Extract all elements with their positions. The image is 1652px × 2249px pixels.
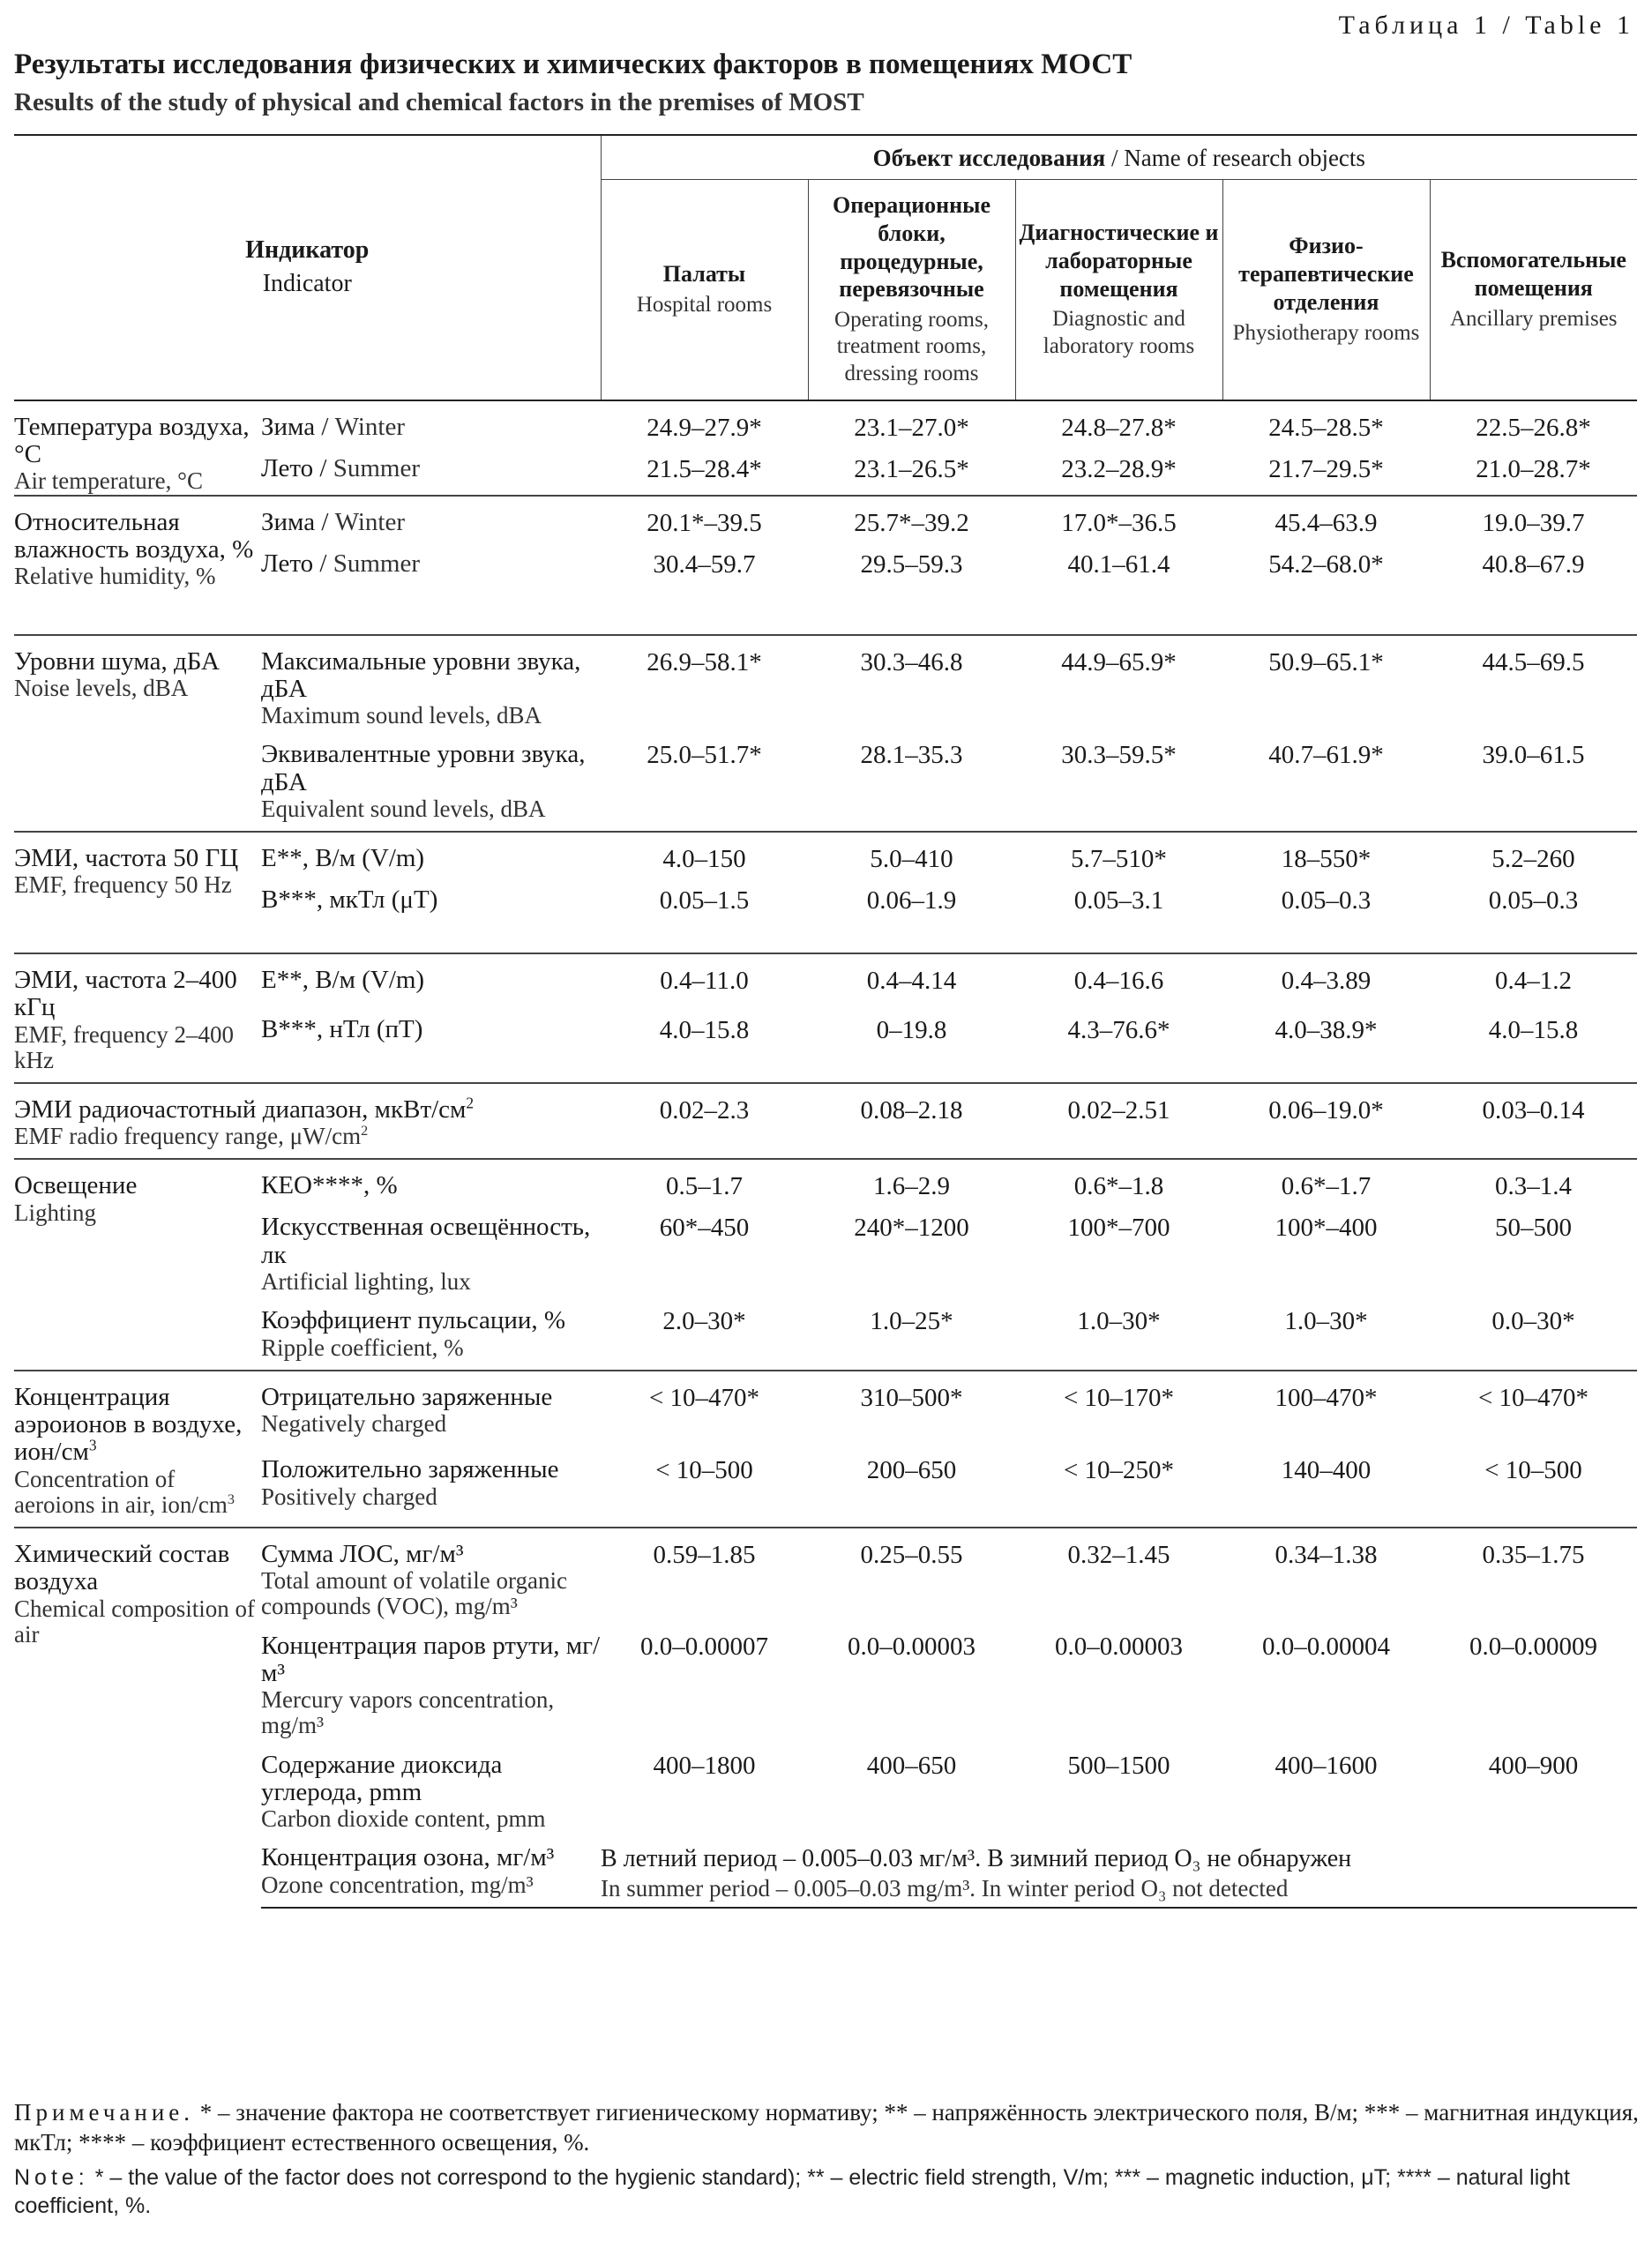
table-cell: 44.9–65.9* — [1015, 635, 1222, 729]
table-cell: 0.6*–1.7 — [1222, 1159, 1430, 1201]
table-cell: 4.0–15.8 — [1488, 1016, 1579, 1044]
sub-label: Концентрация озона, мг/м³ — [261, 1843, 555, 1872]
table-cell: 17.0*–36.5 — [1015, 496, 1222, 538]
sub-label: Эквивалентные уровни звука, дБА — [261, 740, 586, 796]
table-cell: 0.05–0.3 — [1281, 886, 1372, 915]
sub-label: Отрицательно заряженные — [261, 1382, 553, 1411]
table-cell: 29.5–59.3 — [860, 549, 963, 579]
table-cell: 500–1500 — [1067, 1751, 1170, 1780]
table-cell: 2.0–30* — [662, 1307, 746, 1336]
group-chemical: Химический состав воздуха Chemical composition of air — [14, 1528, 261, 1908]
table-cell: 39.0–61.5 — [1482, 741, 1585, 770]
table-cell: 0.05–0.3 — [1488, 886, 1579, 915]
sub-label: Сумма ЛОС, мг/м³ — [261, 1539, 464, 1568]
table-cell: < 10–470* — [601, 1371, 808, 1445]
table-row: Лето / Summer 21.5–28.4* 23.1–26.5* 23.2–28.9* 21.7–29.5* 21.0–28.7* — [14, 443, 1637, 496]
table-cell: 44.5–69.5 — [1430, 635, 1637, 729]
table-cell: 4.0–150 — [601, 832, 808, 874]
table-cell: < 10–500 — [655, 1456, 753, 1485]
table-cell: 4.0–38.9* — [1275, 1016, 1378, 1044]
column-header-diagnostic: Диагностические и лабораторные помещения Diagnostic and laboratory rooms — [1015, 180, 1222, 400]
sub-label: Искусственная освещённость, лк — [261, 1213, 591, 1269]
table-cell: 45.4–63.9 — [1222, 496, 1430, 538]
indicator-header — [14, 135, 601, 400]
table-cell: 4.0–15.8 — [659, 1016, 750, 1044]
table-row: Коэффициент пульсации, % Ripple coefficient, % 2.0–30* 1.0–25* 1.0–30* 1.0–30* 0.0–30* — [14, 1295, 1637, 1370]
object-header — [601, 135, 1637, 180]
sub-label: В***, нТл (пТ) — [261, 1015, 423, 1043]
table-row: Эквивалентные уровни звука, дБА Equivalent sound levels, dBA 25.0–51.7* 28.1–35.3 30.3–59.5* 40.7–61.9* 39.0–61.5 — [14, 728, 1637, 832]
table-notes — [14, 2097, 1641, 2227]
table-cell: 20.1*–39.5 — [601, 496, 808, 538]
table-cell: 1.0–30* — [1284, 1307, 1368, 1336]
indicator-header-ru: Индикатор — [245, 236, 370, 265]
group-emf-50hz: ЭМИ, частота 50 ГЦ EMF, frequency 50 Hz — [14, 832, 261, 953]
column-header-physiotherapy: Физио-терапевтические отделения Physiotherapy rooms — [1222, 180, 1430, 400]
sub-label: Максимальные уровни звука, дБА — [261, 646, 581, 703]
table-cell: 40.7–61.9* — [1268, 741, 1384, 770]
table-row — [14, 1083, 1637, 1159]
table-row: Лето / Summer 30.4–59.7 29.5–59.3 40.1–61.4 54.2–68.0* 40.8–67.9 — [14, 538, 1637, 635]
table-cell: 54.2–68.0* — [1268, 549, 1384, 579]
table-cell: 0.0–0.00004 — [1262, 1632, 1390, 1661]
table-cell: 0.32–1.45 — [1015, 1528, 1222, 1620]
table-cell: 0.06–1.9 — [866, 886, 957, 915]
sub-label: Е**, В/м (V/m) — [261, 832, 601, 874]
table-cell: 60*–450 — [659, 1214, 750, 1243]
table-cell: 5.2–260 — [1430, 832, 1637, 874]
table-row: Уровни шума, дБА Noise levels, dBA Максимальные уровни звука, дБА Maximum sound levels, dBA 26.9–58.1* 30.3–46.8 44.9–65.9* 50.9–65.1* 44.5–69.5 — [14, 635, 1637, 729]
table-cell: 0.3–1.4 — [1430, 1159, 1637, 1201]
table-cell: 0.0–30* — [1491, 1307, 1575, 1336]
table-cell: 0.25–0.55 — [808, 1528, 1015, 1620]
table-row: Концентрация паров ртути, мг/м³ Mercury vapors concentration, mg/m³ 0.0–0.00007 0.0–0.00003 0.0–0.00003 0.0–0.00004 0.0–0.00009 — [14, 1620, 1637, 1739]
table-cell: 30.3–46.8 — [808, 635, 1015, 729]
table-cell: 400–1600 — [1275, 1751, 1378, 1780]
table-cell: 40.8–67.9 — [1482, 549, 1585, 579]
table-cell: 1.0–25* — [870, 1307, 953, 1336]
group-lighting: Освещение Lighting — [14, 1159, 261, 1370]
table-row — [14, 832, 1637, 874]
table-cell: 200–650 — [866, 1456, 957, 1485]
table-cell: 40.1–61.4 — [1067, 549, 1170, 579]
table-cell: 0.06–19.0* — [1222, 1083, 1430, 1159]
table-cell: 100*–400 — [1275, 1214, 1378, 1243]
table-cell: 23.1–27.0* — [808, 400, 1015, 443]
column-header-operating: Операционные блоки, процедурные, перевязочные Operating rooms, treatment rooms, dressing rooms — [808, 180, 1015, 400]
table-cell: 1.0–30* — [1077, 1307, 1161, 1336]
sub-label: Е**, В/м (V/m) — [261, 953, 601, 1004]
group-noise: Уровни шума, дБА Noise levels, dBA — [14, 635, 261, 833]
table-row: Относительная влажность воздуха, % Relative humidity, % Зима / Winter 20.1*–39.5 25.7*–39.2 17.0*–36.5 45.4–63.9 19.0–39.7 — [14, 496, 1637, 538]
table-cell: 5.0–410 — [808, 832, 1015, 874]
sub-label: Положительно заряженные — [261, 1455, 559, 1484]
table-cell: 25.7*–39.2 — [808, 496, 1015, 538]
table-cell: 0.4–11.0 — [601, 953, 808, 1004]
table-cell: 0.4–3.89 — [1222, 953, 1430, 1004]
table-cell: 0.35–1.75 — [1430, 1528, 1637, 1620]
table-cell: 0.0–0.00007 — [640, 1632, 768, 1661]
table-cell: 0.59–1.85 — [601, 1528, 808, 1620]
table-cell: 0.03–0.14 — [1430, 1083, 1637, 1159]
table-cell: 1.6–2.9 — [808, 1159, 1015, 1201]
table-cell: 400–900 — [1488, 1751, 1579, 1780]
sub-label: В***, мкТл (μТ) — [261, 885, 438, 915]
sub-label: Содержание диоксида углерода, pmm — [261, 1750, 503, 1806]
group-aeroions: Концентрация аэроионов в воздухе, ион/$см^3$ Concentration of aeroions in air, ion/$cm^3$ — [14, 1371, 261, 1528]
table-cell: 0.0–0.00003 — [848, 1632, 976, 1661]
table-cell: 0.4–16.6 — [1015, 953, 1222, 1004]
table-cell: 0.0–0.00003 — [1055, 1632, 1183, 1661]
table-cell: 28.1–35.3 — [860, 741, 963, 770]
table-cell: 100–470* — [1222, 1371, 1430, 1445]
table-cell: 21.0–28.7* — [1476, 454, 1591, 483]
table-row — [14, 953, 1637, 1004]
table-cell: 21.7–29.5* — [1268, 454, 1384, 483]
table-cell: 21.5–28.4* — [647, 454, 762, 483]
table-cell: 18–550* — [1222, 832, 1430, 874]
table-cell: 23.2–28.9* — [1061, 454, 1177, 483]
table-row: Концентрация аэроионов в воздухе, ион/$см^3$ Concentration of aeroions in air, ion/$cm^3$ Отрицательно заряженные Negatively charged < 10–470* 310–500* < 10–170* 100–470* < 10–470* — [14, 1371, 1637, 1445]
table-row: Химический состав воздуха Chemical composition of air Сумма ЛОС, мг/м³ Total amount of volatile organic compounds (VOC), mg/m³ 0.59–1.85 0.25–0.55 0.32–1.45 0.34–1.38 0.35–1.75 — [14, 1528, 1637, 1620]
group-emf-rf: ЭМИ радиочастотный диапазон, мкВт/$см^2$ EMF radio frequency range, $\mu W/cm^2$ — [14, 1083, 601, 1159]
table-cell: 24.9–27.9* — [601, 400, 808, 443]
table-cell: 240*–1200 — [854, 1214, 969, 1243]
table-cell: < 10–500 — [1484, 1456, 1582, 1485]
sub-label: Концентрация паров ртути, мг/м³ — [261, 1631, 601, 1687]
table-cell: 310–500* — [808, 1371, 1015, 1445]
table-title-en: Results of the study of physical and chemical factors in the premises of MOST — [14, 88, 864, 116]
table-row: Концентрация озона, мг/м³ Ozone concentration, mg/m³ В летний период – 0.005–0.03 мг/м³. В зимний период O₃ не обнаружен In summer period – 0.005–0.03 mg/m³. In winter period O₃ not detected — [14, 1832, 1637, 1907]
sub-label: Зима — [261, 412, 316, 441]
table-number: Таблица 1 / Table 1 — [1338, 11, 1634, 40]
table-cell: 0.05–3.1 — [1073, 886, 1164, 915]
table-row: Положительно заряженные Positively charged < 10–500 200–650 < 10–250* 140–400 < 10–500 — [14, 1444, 1637, 1528]
table-cell: 0.08–2.18 — [808, 1083, 1015, 1159]
column-header-ancillary: Вспомогательные помещения Ancillary premises — [1430, 180, 1637, 400]
table-row: Температура воздуха, °С Air temperature, °C Зима / Winter 24.9–27.9* 23.1–27.0* 24.8–27.8* 24.5–28.5* 22.5–26.8* — [14, 400, 1637, 443]
table-cell: 30.3–59.5* — [1061, 741, 1177, 770]
table-cell: 100*–700 — [1067, 1214, 1170, 1243]
table-cell: < 10–470* — [1430, 1371, 1637, 1445]
table-cell: 400–650 — [866, 1751, 957, 1780]
column-header-hospital: Палаты Hospital rooms — [601, 180, 808, 400]
table-cell: < 10–250* — [1063, 1456, 1175, 1485]
table-cell: 140–400 — [1281, 1456, 1372, 1485]
table-cell: 0.0–0.00009 — [1469, 1632, 1598, 1661]
table-cell: 30.4–59.7 — [653, 549, 756, 579]
table-cell: 0.05–1.5 — [659, 886, 750, 915]
table-row: Содержание диоксида углерода, pmm Carbon dioxide content, pmm 400–1800 400–650 500–1500 400–1600 400–900 — [14, 1739, 1637, 1833]
table-cell: 22.5–26.8* — [1430, 400, 1637, 443]
table-cell: 19.0–39.7 — [1430, 496, 1637, 538]
group-emf-2-400khz: ЭМИ, частота 2–400 кГц EMF, frequency 2–400 kHz — [14, 953, 261, 1083]
indicator-header-en: Indicator — [262, 270, 352, 298]
table-cell: 0.4–4.14 — [808, 953, 1015, 1004]
results-table — [14, 134, 1637, 1909]
table-title-ru: Результаты исследования физических и химических факторов в помещениях МОСТ — [14, 49, 1132, 80]
object-header-sep: / — [1105, 145, 1125, 171]
object-header-en: Name of research objects — [1124, 145, 1365, 171]
sub-label: Коэффициент пульсации, % — [261, 1306, 566, 1335]
ozone-value: В летний период – 0.005–0.03 мг/м³. В зимний период O₃ не обнаружен In summer period – 0.005–0.03 mg/m³. In winter period O₃ not detected — [601, 1832, 1637, 1907]
table-cell: 23.1–26.5* — [854, 454, 969, 483]
sub-label: Лето — [261, 453, 314, 482]
table-cell: 5.7–510* — [1015, 832, 1222, 874]
table-cell: 0.02–2.51 — [1015, 1083, 1222, 1159]
table-cell: 24.8–27.8* — [1015, 400, 1222, 443]
table-cell: 0.02–2.3 — [601, 1083, 808, 1159]
table-cell: 25.0–51.7* — [647, 741, 762, 770]
group-temperature: Температура воздуха, °С Air temperature, °C — [14, 400, 261, 496]
table-cell: 4.3–76.6* — [1067, 1016, 1170, 1044]
table-cell: 24.5–28.5* — [1222, 400, 1430, 443]
group-humidity: Относительная влажность воздуха, % Relative humidity, % — [14, 496, 261, 635]
table-cell: 50.9–65.1* — [1222, 635, 1430, 729]
sub-label: КЕО****, % — [261, 1159, 601, 1201]
table-row: Искусственная освещённость, лк Artificial lighting, lux 60*–450 240*–1200 100*–700 100*–400 50–500 — [14, 1201, 1637, 1295]
table-cell: 0.5–1.7 — [601, 1159, 808, 1201]
table-cell: 400–1800 — [653, 1751, 756, 1780]
table-cell: 0.6*–1.8 — [1015, 1159, 1222, 1201]
note-ru: Примечание. * – значение фактора не соответствует гигиеническому нормативу; ** – напряжённость электрического поля, В/м; *** – магнитная индукция, мкТл; **** – коэффициент естественного освещения, %. — [14, 2099, 1639, 2156]
note-en: Note: * – the value of the factor does not correspond to the hygienic standard); ** – electric field strength, V/m; *** – magnetic induction, μT; **** – natural light coefficient, %. — [14, 2165, 1571, 2218]
header-row-1 — [14, 135, 1637, 180]
table-cell: 0.4–1.2 — [1430, 953, 1637, 1004]
sub-label: Зима — [261, 507, 316, 536]
table-cell: 50–500 — [1495, 1214, 1573, 1243]
sub-label: Лето — [261, 549, 314, 578]
table-row — [14, 1159, 1637, 1201]
table-cell: 26.9–58.1* — [601, 635, 808, 729]
table-cell: 0.34–1.38 — [1222, 1528, 1430, 1620]
table-cell: 0–19.8 — [876, 1016, 947, 1044]
table-cell: < 10–170* — [1015, 1371, 1222, 1445]
object-header-ru: Объект исследования — [872, 145, 1106, 171]
